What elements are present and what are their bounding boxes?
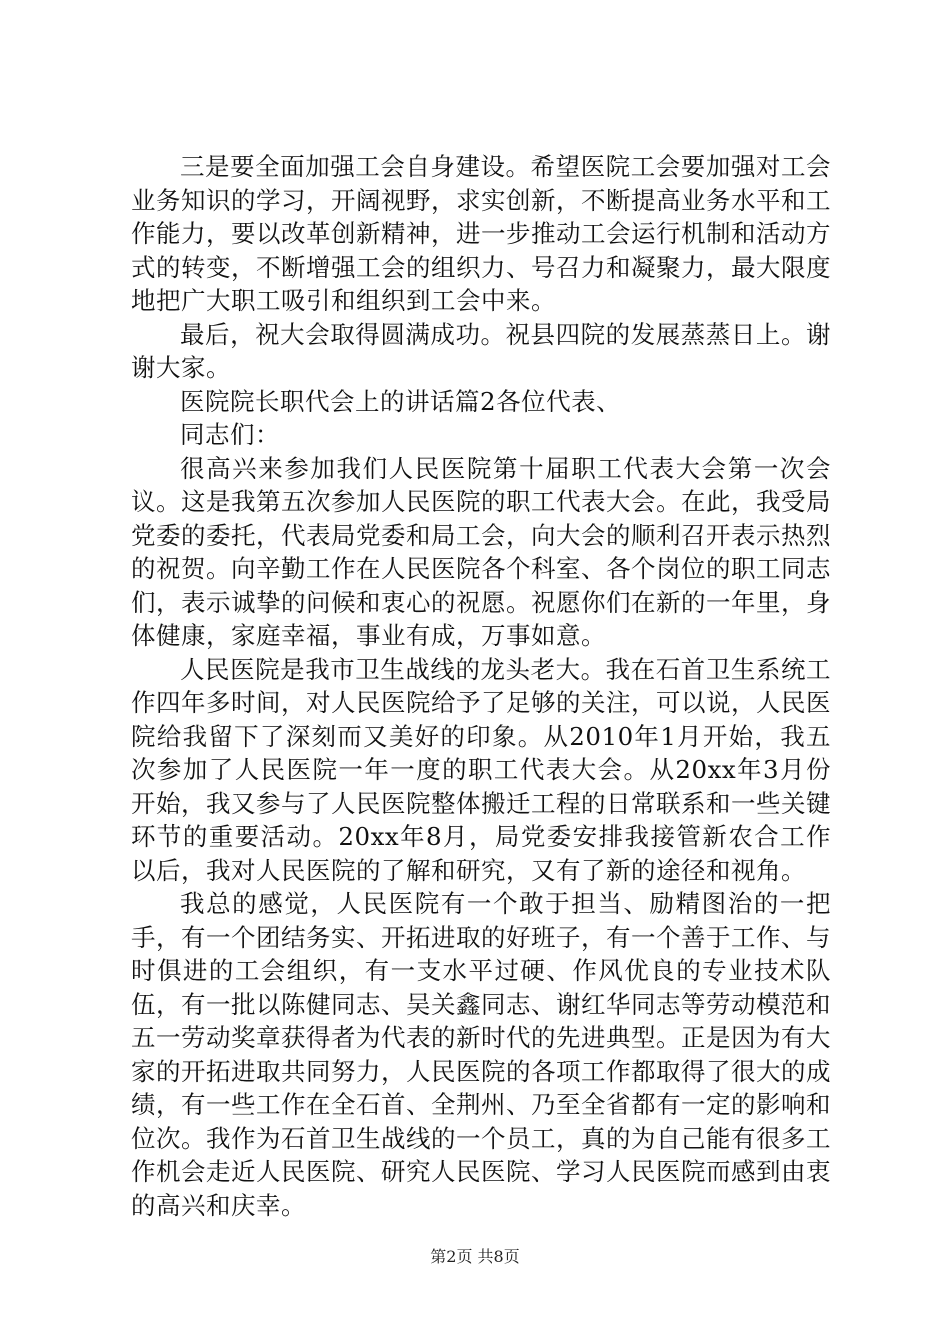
- paragraph-hospital-impression: 人民医院是我市卫生战线的龙头老大。我在石首卫生系统工作四年多时间，对人民医院给予了足够的关注，可以说，人民医院给我留下了深刻而又美好的印象。从2010年1月开始，我五次参加了人民医院一年一度的职工代表大会。从20xx年3月份开始，我又参与了人民医院整体搬迁工程的日常联系和一些关键环节的重要活动。20xx年8月，局党委安排我接管新农合工作以后，我对人民医院的了解和研究，又有了新的途径和视角。: [131, 654, 831, 885]
- speech-title-line: 医院院长职代会上的讲话篇2各位代表、: [180, 386, 622, 416]
- body-text: [131, 150, 831, 1222]
- page-number-label: 第2页 共8页: [430, 1247, 520, 1266]
- page-footer: [0, 1247, 950, 1267]
- salutation-line: 同志们：: [180, 420, 280, 449]
- paragraph-opening-greeting: 很高兴来参加我们人民医院第十届职工代表大会第一次会议。这是我第五次参加人民医院的职工代表大会。在此，我受局党委的委托，代表局党委和局工会，向大会的顺利召开表示热烈的祝贺。向辛勤工作在人民医院各个科室、各个岗位的职工同志们，表示诚挚的问候和衷心的祝愿。祝愿你们在新的一年里，身体健康，家庭幸福，事业有成，万事如意。: [131, 453, 831, 650]
- paragraph-closing-wishes: 最后，祝大会取得圆满成功。祝县四院的发展蒸蒸日上。谢谢大家。: [131, 319, 831, 382]
- paragraph-overall-feeling: 我总的感觉，人民医院有一个敢于担当、励精图治的一把手，有一个团结务实、开拓进取的好班子，有一个善于工作、与时俱进的工会组织，有一支水平过硬、作风优良的专业技术队伍，有一批以陈健同志、吴关鑫同志、谢红华同志等劳动模范和五一劳动奖章获得者为代表的新时代的先进典型。正是因为有大家的开拓进取共同努力，人民医院的各项工作都取得了很大的成绩，有一些工作在全石首、全荆州、乃至全省都有一定的影响和位次。我作为石首卫生战线的一个员工，真的为自己能有很多工作机会走近人民医院、研究人民医院、学习人民医院而感到由衷的高兴和庆幸。: [131, 889, 831, 1220]
- paragraph-self-building: 三是要全面加强工会自身建设。希望医院工会要加强对工会业务知识的学习，开阔视野，求实创新，不断提高业务水平和工作能力，要以改革创新精神，进一步推动工会运行机制和活动方式的转变，不断增强工会的组织力、号召力和凝聚力，最大限度地把广大职工吸引和组织到工会中来。: [131, 152, 831, 315]
